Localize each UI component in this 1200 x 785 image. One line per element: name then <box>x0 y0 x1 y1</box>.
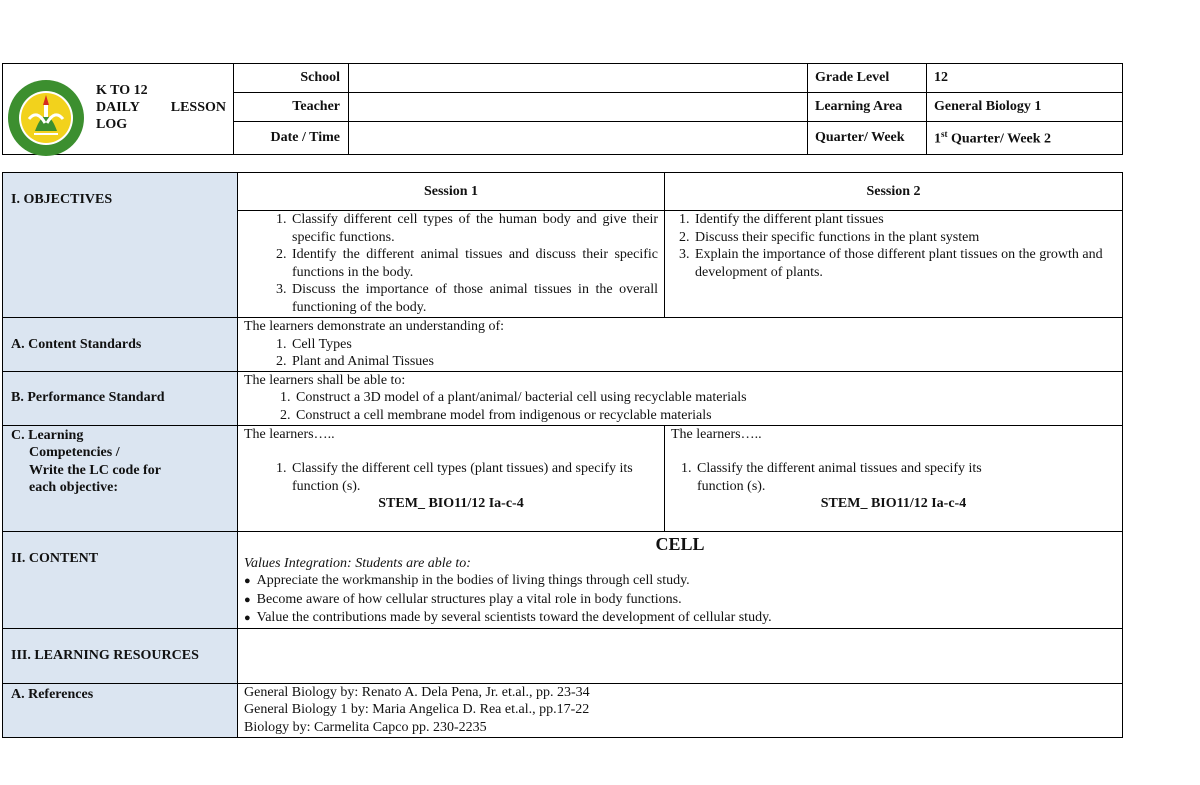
content-label: II. CONTENT <box>3 531 238 628</box>
list-item: ● Appreciate the workmanship in the bodies of living things through cell study. <box>244 572 1116 591</box>
references-body <box>238 683 1123 737</box>
values-list <box>244 572 1116 628</box>
grade-level-label: Grade Level <box>808 64 927 93</box>
content-standards-body <box>238 318 1123 372</box>
references-label: A. References <box>3 683 238 737</box>
content-body <box>238 531 1123 628</box>
session2-comp-intro: The learners….. <box>671 426 762 442</box>
quarter-week-label: Quarter/ Week <box>808 122 927 155</box>
learning-resources-label: III. LEARNING RESOURCES <box>3 628 238 683</box>
session2-competencies <box>665 425 1123 531</box>
list-item: 2. Discuss their specific functions in the plant system <box>693 229 1116 247</box>
list-item: 1. Classify different cell types of the human body and give their specific functions. <box>290 211 658 246</box>
dll-title-log: LOG <box>96 117 128 132</box>
deped-seal-icon <box>7 79 85 157</box>
quarter-week-value <box>927 122 1123 155</box>
dll-title <box>96 82 226 133</box>
competencies-label: C. Learning Competencies / Write the LC code for each objective: <box>3 425 238 531</box>
session1-comp-intro: The learners….. <box>244 426 335 442</box>
list-item: 1. Classify the different cell types (plant tissues) and specify its function (s). <box>290 460 658 495</box>
school-value <box>349 64 808 93</box>
list-item: ● Become aware of how cellular structures play a vital role in body functions. <box>244 591 1116 610</box>
performance-standard-intro: The learners shall be able to: <box>244 372 406 388</box>
dll-title-lesson: LESSON <box>170 100 226 115</box>
quarter-rest: Quarter/ Week 2 <box>947 131 1052 147</box>
content-title: CELL <box>655 533 705 554</box>
dll-title-line1: K TO 12 <box>96 83 148 98</box>
learning-area-label: Learning Area <box>808 93 927 122</box>
reference-line: General Biology 1 by: Maria Angelica D. Rea et.al., pp.17-22 <box>244 702 590 717</box>
dll-title-daily: DAILY <box>96 100 140 115</box>
grade-level-value: 12 <box>927 64 1123 93</box>
session2-objectives <box>665 211 1123 318</box>
list-item: ● Value the contributions made by several scientists toward the development of cellular study. <box>244 609 1116 628</box>
reference-line: Biology by: Carmelita Capco pp. 230-2235 <box>244 719 487 735</box>
performance-standard-label: B. Performance Standard <box>3 371 238 425</box>
session1-lc-code: STEM_ BIO11/12 Ia-c-4 <box>378 496 524 511</box>
values-intro: Values Integration: Students are able to: <box>244 555 471 571</box>
content-standards-label: A. Content Standards <box>3 318 238 372</box>
session1-objectives <box>238 211 665 318</box>
session2-header: Session 2 <box>665 173 1123 211</box>
header-table <box>2 63 1123 155</box>
date-time-label: Date / Time <box>234 122 349 155</box>
session1-header: Session 1 <box>238 173 665 211</box>
quarter-suffix: st <box>941 128 948 139</box>
list-item: 1. Identify the different plant tissues <box>693 211 1116 229</box>
teacher-value <box>349 93 808 122</box>
list-item: 3. Explain the importance of those different plant tissues on the growth and development of plants. <box>693 246 1116 281</box>
list-item: 1. Cell Types <box>290 336 1116 354</box>
objectives-label: I. OBJECTIVES <box>3 173 238 318</box>
content-standards-intro: The learners demonstrate an understanding of: <box>244 319 505 334</box>
list-item: 2. Plant and Animal Tissues <box>290 353 1116 371</box>
list-item: 3. Discuss the importance of those animal tissues in the overall functioning of the body. <box>290 281 658 316</box>
list-item: 1. Classify the different animal tissues and specify its function (s). <box>695 460 1016 495</box>
learning-area-value: General Biology 1 <box>927 93 1123 122</box>
logo-cell <box>3 64 234 155</box>
session1-competencies <box>238 425 665 531</box>
date-time-value <box>349 122 808 155</box>
session2-lc-code: STEM_ BIO11/12 Ia-c-4 <box>820 496 967 511</box>
teacher-label: Teacher <box>234 93 349 122</box>
list-item: 2. Construct a cell membrane model from indigenous or recyclable materials <box>294 407 1116 425</box>
list-item: 2. Identify the different animal tissues and discuss their specific functions in the body. <box>290 246 658 281</box>
list-item: 1. Construct a 3D model of a plant/animal/ bacterial cell using recyclable materials <box>294 389 1116 407</box>
quarter-number: 1 <box>934 131 941 147</box>
reference-line: General Biology by: Renato A. Dela Pena, Jr. et.al., pp. 23-34 <box>244 684 590 700</box>
lesson-table <box>2 172 1123 738</box>
school-label: School <box>234 64 349 93</box>
learning-resources-body <box>238 628 1123 683</box>
performance-standard-body <box>238 371 1123 425</box>
